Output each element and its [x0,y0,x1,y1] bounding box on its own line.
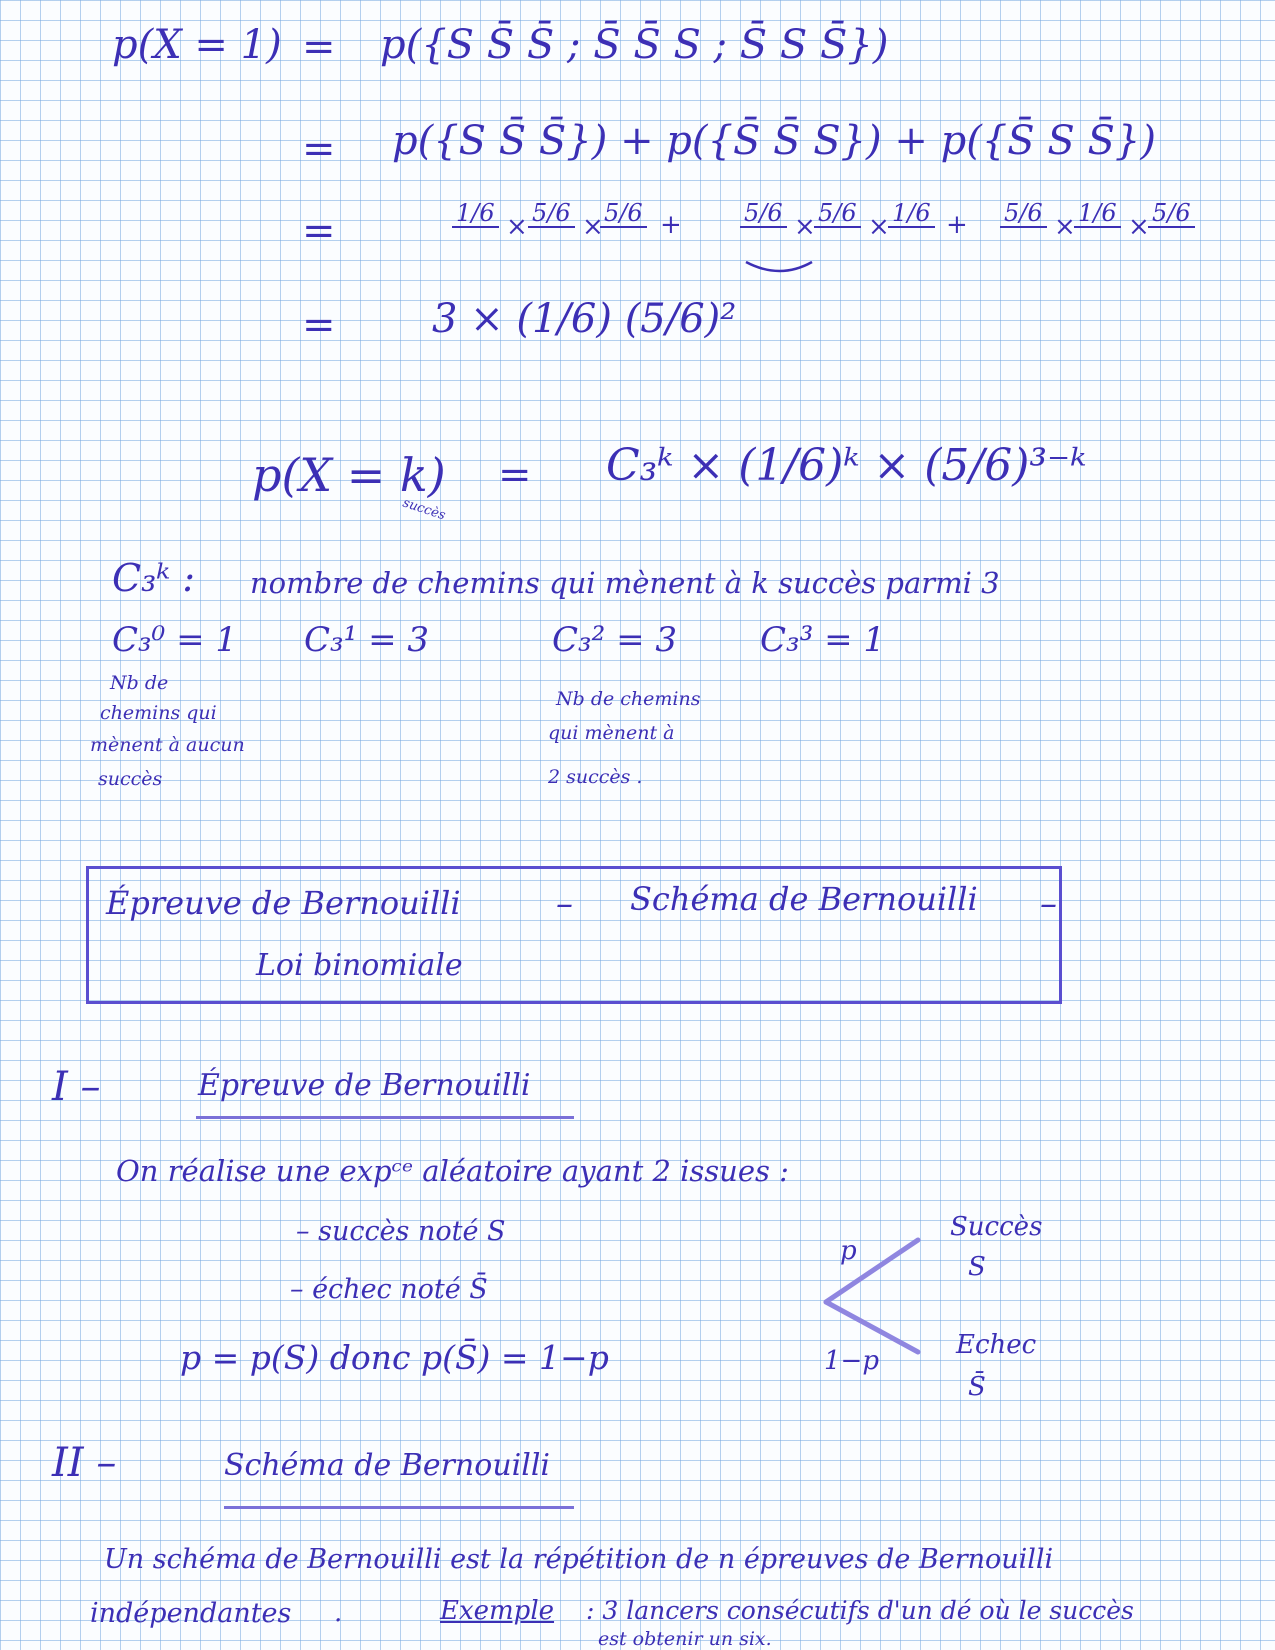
equals-sign: = [302,208,336,254]
section1-title: Épreuve de Bernouilli [198,1068,531,1103]
times-sign: × [794,212,816,242]
fraction: 5/6 [1148,200,1195,228]
fraction: 1/6 [888,200,935,228]
fraction: 5/6 [740,200,787,228]
section2-dot: . [334,1598,343,1628]
example-text-2: est obtenir un six. [598,1628,772,1650]
box-dash: – [1040,884,1057,924]
value-c0: C₃⁰ = 1 [112,620,238,660]
tree-bottom-symbol: S̄ [968,1372,986,1402]
example-text: : 3 lancers consécutifs d'un dé où le succès [586,1596,1134,1625]
times-sign: × [1054,212,1076,242]
derivation-line2-right: p({S S̄ S̄}) + p({S̄ S̄ S}) + p({S̄ S S̄}) [392,118,1156,164]
section2-underline [224,1506,574,1509]
section1-item2: – échec noté S̄ [290,1274,488,1305]
note-c2-line: qui mènent à [548,722,675,744]
value-c1: C₃¹ = 3 [304,620,430,660]
box-title-a: Épreuve de Bernouilli [106,884,461,922]
equals-sign: = [498,452,532,498]
tree-top-symbol: S [968,1252,986,1282]
times-sign: × [1128,212,1150,242]
note-c0-line: mènent à aucun [90,734,245,756]
note-c0-line: Nb de [110,672,169,694]
times-sign: × [868,212,890,242]
example-label: Exemple [440,1596,555,1626]
note-c0-line: chemins qui [100,702,217,724]
section2-numeral: II – [52,1440,117,1486]
box-title-b: Schéma de Bernouilli [630,880,978,918]
section2-title: Schéma de Bernouilli [224,1448,551,1483]
section1-numeral: I – [52,1064,101,1110]
fraction: 1/6 [452,200,499,228]
times-sign: × [582,212,604,242]
box-title-c: Loi binomiale [256,948,463,983]
derivation-left: p(X = 1) [112,22,282,68]
definition-text: nombre de chemins qui mènent à k succès parmi 3 [250,566,1000,600]
section2-sentence1: Un schéma de Bernouilli est la répétition de n épreuves de Bernouilli [104,1544,1054,1575]
formula-right: C₃ᵏ × (1/6)ᵏ × (5/6)³⁻ᵏ [606,440,1087,491]
plus-sign: + [660,210,682,240]
derivation-line4-right: 3 × (1/6) (5/6)² [432,296,737,342]
equals-sign: = [302,302,336,348]
equals-sign: = [302,24,336,70]
fraction: 5/6 [600,200,647,228]
plus-sign: + [946,210,968,240]
value-c2: C₃² = 3 [552,620,678,660]
box-dash: – [556,884,573,924]
section2-sentence2: indépendantes [90,1598,292,1629]
times-sign: × [506,212,528,242]
section1-relation: p = p(S) donc p(S̄) = 1−p [180,1338,609,1377]
definition-symbol: C₃ᵏ : [112,556,196,600]
value-c3: C₃³ = 1 [760,620,886,660]
fraction: 1/6 [1074,200,1121,228]
tree-branch-bottom-label: 1−p [824,1346,879,1376]
note-c0-line: succès [98,768,163,790]
derivation-line1-right: p({S S̄ S̄ ; S̄ S̄ S ; S̄ S S̄}) [380,22,889,68]
equals-sign: = [302,126,336,172]
section1-item1: – succès noté S [296,1216,506,1247]
fraction: 5/6 [1000,200,1047,228]
note-c2-line: 2 succès . [548,766,643,788]
tree-bottom-outcome: Echec [956,1330,1037,1360]
fraction: 5/6 [814,200,861,228]
formula-left: p(X = k) [252,448,446,502]
fraction: 5/6 [528,200,575,228]
note-c2-line: Nb de chemins [556,688,701,710]
tree-top-outcome: Succès [950,1212,1043,1242]
note-under-k: succès [400,495,448,524]
tree-branch-top-label: p [840,1236,857,1266]
section1-intro: On réalise une expᶜᵉ aléatoire ayant 2 issues : [116,1154,789,1188]
